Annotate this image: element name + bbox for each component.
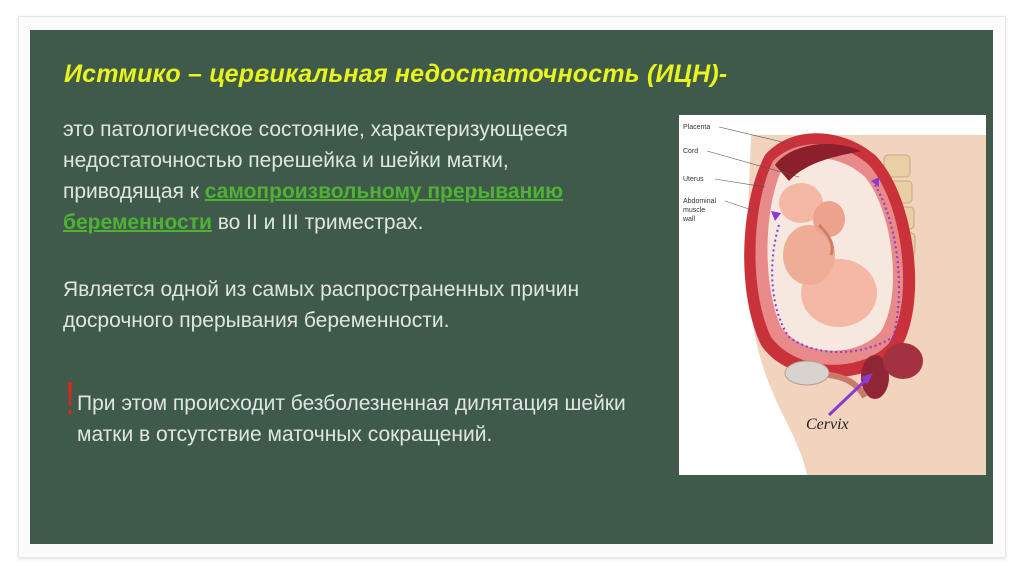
exclamation-icon [64, 380, 76, 418]
definition-trimester-text: во II и III триместрах. [211, 211, 424, 234]
miscarriage-link[interactable]: самопроизвольному прерыванию беременности [63, 180, 564, 234]
prevalence-paragraph: Является одной из самых распространенных причин досрочного прерывания беременности. [63, 278, 580, 332]
abdominal-label: Abdominal [683, 198, 717, 205]
slide-title: Истмико – цервикальная недостаточность (ИЦН)- [64, 60, 728, 88]
pregnancy-diagram [679, 115, 986, 475]
cervix-label: Cervix [806, 416, 849, 433]
definition-paragraph [63, 114, 623, 238]
definition-text: это патологическое состояние, характеризующееся недостаточностью перешейка и шейки матки, приводящая к [63, 118, 568, 203]
uterus-label: Uterus [683, 176, 704, 183]
cord-label: Cord [683, 148, 699, 155]
dilation-paragraph: При этом происходит безболезненная дилятация шейки матки в отсутствие маточных сокращений. [77, 392, 626, 446]
slide [30, 30, 993, 544]
placenta-label: Placenta [683, 124, 711, 131]
muscle-label: muscle [683, 207, 706, 214]
wall-label: wall [683, 216, 696, 223]
